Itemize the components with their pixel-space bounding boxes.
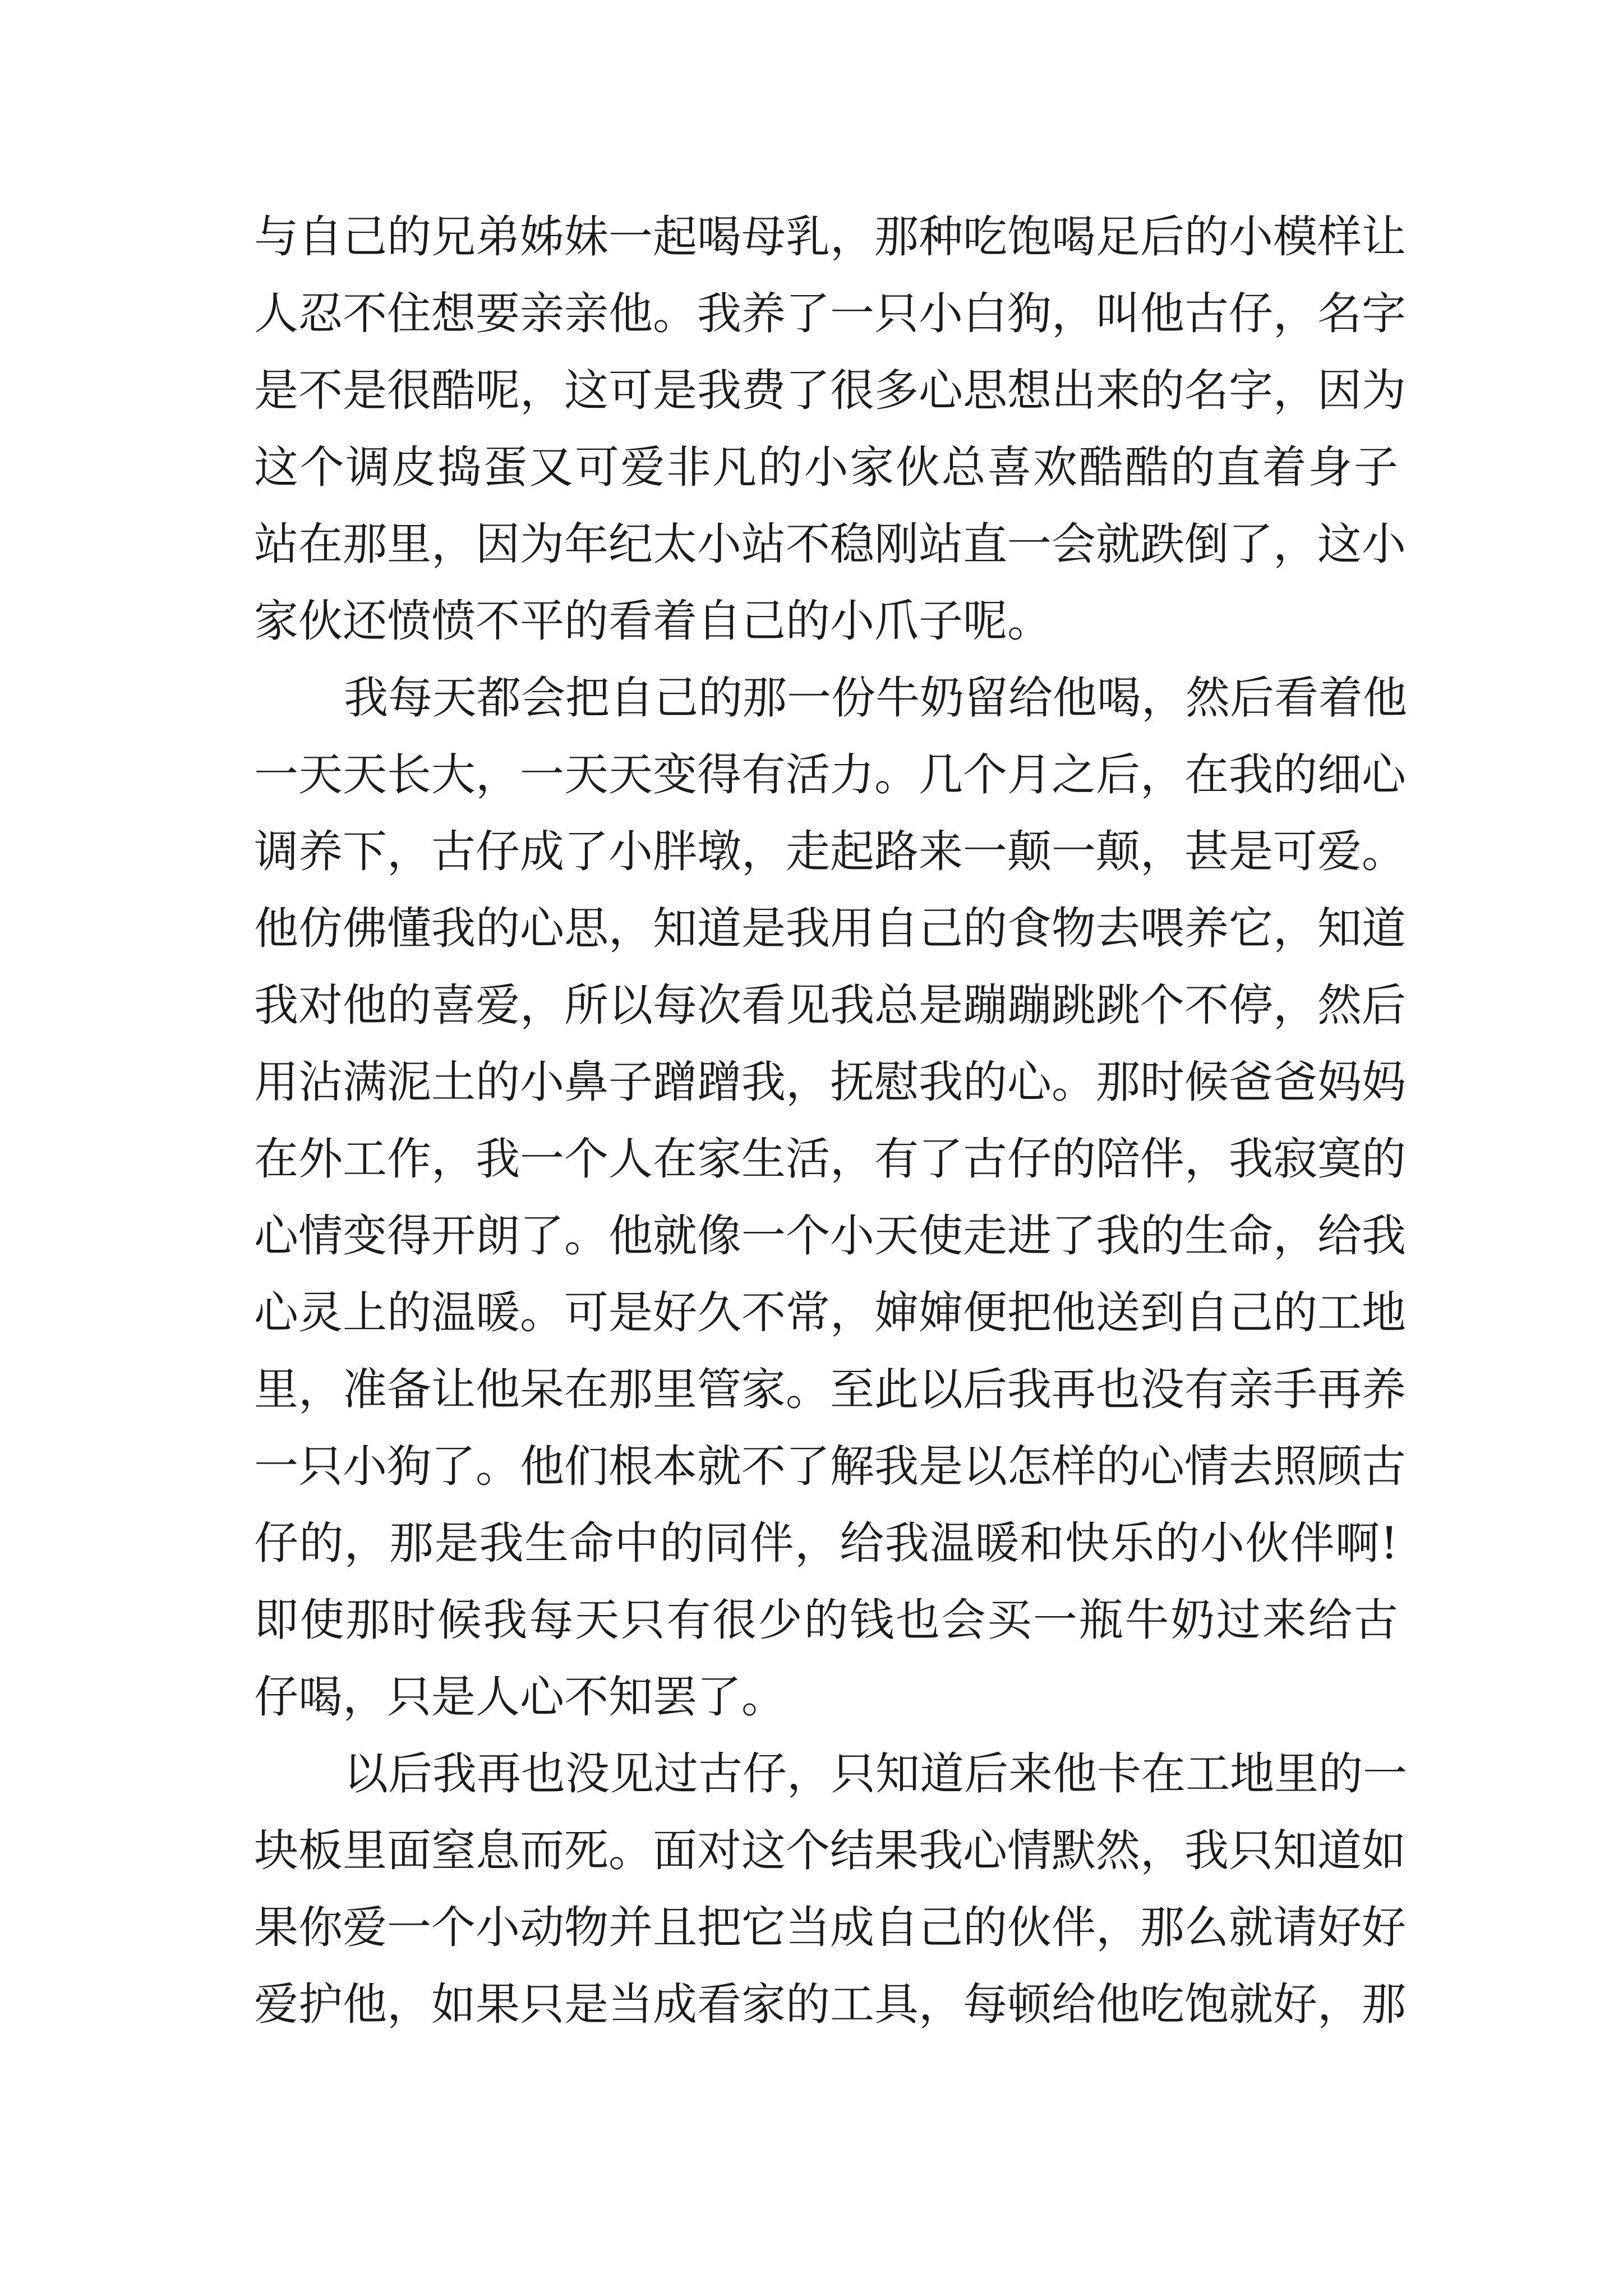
text-line: 与自己的兄弟姊妹一起喝母乳，那种吃饱喝足后的小模样让	[254, 211, 1406, 263]
text-line: 站在那里，因为年纪太小站不稳刚站直一会就跌倒了，这小	[254, 518, 1406, 570]
text-line: 这个调皮捣蛋又可爱非凡的小家伙总喜欢酷酷的直着身子	[254, 441, 1398, 493]
text-line: 心灵上的温暖。可是好久不常，婶婶便把他送到自己的工地	[254, 1287, 1406, 1338]
text-line: 块板里面窒息而死。面对这个结果我心情默然，我只知道如	[254, 1825, 1406, 1876]
text-line: 即使那时候我每天只有很少的钱也会买一瓶牛奶过来给古	[254, 1594, 1398, 1646]
text-line: 家伙还愤愤不平的看着自己的小爪子呢。	[254, 595, 1052, 647]
text-line: 爱护他，如果只是当成看家的工具，每顿给他吃饱就好，那	[254, 1978, 1406, 2030]
text-line: 仔喝，只是人心不知罢了。	[254, 1671, 786, 1723]
text-line: 仔的，那是我生命中的同伴，给我温暖和快乐的小伙伴啊!	[254, 1517, 1398, 1569]
text-line: 调养下，古仔成了小胖墩，走起路来一颠一颠，甚是可爱。	[254, 826, 1406, 877]
text-line: 里，准备让他呆在那里管家。至此以后我再也没有亲手再养	[254, 1364, 1406, 1415]
text-line: 人忍不住想要亲亲他。我养了一只小白狗，叫他古仔，名字	[254, 288, 1406, 339]
text-line: 他仿佛懂我的心思，知道是我用自己的食物去喂养它，知道	[254, 903, 1406, 954]
text-line: 一只小狗了。他们根本就不了解我是以怎样的心情去照顾古	[254, 1441, 1406, 1492]
text-line: 在外工作，我一个人在家生活，有了古仔的陪伴，我寂寞的	[254, 1133, 1406, 1185]
text-line: 我对他的喜爱，所以每次看见我总是蹦蹦跳跳个不停，然后	[254, 979, 1406, 1031]
text-line: 心情变得开朗了。他就像一个小天使走进了我的生命，给我	[254, 1210, 1406, 1262]
text-line: 用沾满泥土的小鼻子蹭蹭我，抚慰我的心。那时候爸爸妈妈	[254, 1056, 1406, 1108]
text-line: 果你爱一个小动物并且把它当成自己的伙伴，那么就请好好	[254, 1902, 1406, 1953]
text-line: 一天天长大，一天天变得有活力。几个月之后，在我的细心	[254, 749, 1406, 800]
text-line: 是不是很酷呢，这可是我费了很多心思想出来的名字，因为	[254, 365, 1406, 416]
text-line: 我每天都会把自己的那一份牛奶留给他喝，然后看着他	[344, 672, 1407, 724]
text-line: 以后我再也没见过古仔，只知道后来他卡在工地里的一	[344, 1748, 1407, 1800]
